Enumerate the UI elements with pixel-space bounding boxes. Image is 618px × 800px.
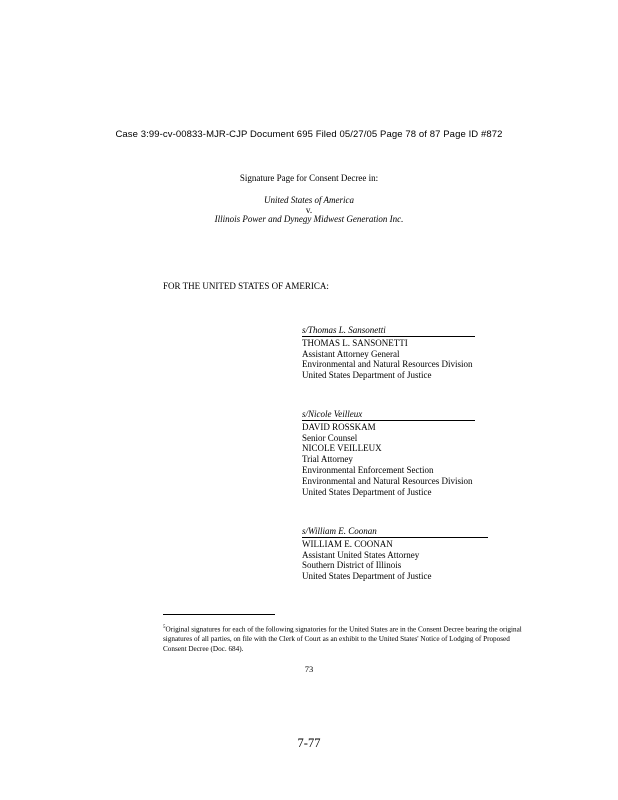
signature-line: s/Nicole Veilleux: [302, 409, 475, 421]
footnote-divider: [163, 614, 275, 615]
signature-block-sansonetti: [302, 325, 475, 381]
page-number: 73: [304, 664, 314, 674]
signer-title: Assistant Attorney General: [302, 348, 400, 359]
signer-name: NICOLE VEILLEUX: [302, 443, 382, 454]
signer-division: Environmental and Natural Resources Division: [302, 475, 473, 486]
case-party-plaintiff: United States of America: [263, 195, 355, 205]
signer-department: United States Department of Justice: [302, 486, 432, 497]
signer-district: Southern District of Illinois: [302, 560, 402, 571]
footnote-text: Original signatures for each of the following signatories for the United States are in the Consent Decree bearing the original signatures of all parties, on file with the Clerk of Court as an exhibit to the United States' Notice of Lodging of Proposed Consent Decree (Doc. 684).: [163, 625, 522, 654]
signer-title: Senior Counsel: [302, 432, 358, 443]
section-heading: FOR THE UNITED STATES OF AMERICA:: [163, 281, 329, 291]
signature-block-coonan: [302, 526, 488, 582]
case-header: Case 3:99-cv-00833-MJR-CJP Document 695 Filed 05/27/05 Page 78 of 87 Page ID #872: [115, 129, 503, 140]
signature-line: s/Thomas L. Sansonetti: [302, 325, 475, 337]
signer-name: DAVID ROSSKAM: [302, 421, 376, 432]
exhibit-page-label: 7-77: [297, 736, 321, 750]
footnote-marker: 5: [163, 625, 166, 630]
signer-division: Environmental and Natural Resources Division: [302, 359, 473, 370]
signer-title: Trial Attorney: [302, 454, 353, 465]
signer-section: Environmental Enforcement Section: [302, 464, 434, 475]
case-party-defendant: Illinois Power and Dynegy Midwest Generation Inc.: [214, 214, 404, 224]
signer-name: THOMAS L. SANSONETTI: [302, 337, 408, 348]
signer-department: United States Department of Justice: [302, 370, 432, 381]
case-versus: v.: [305, 205, 313, 215]
signature-block-veilleux: [302, 409, 475, 497]
signer-title: Assistant United States Attorney: [302, 549, 420, 560]
signature-line: s/William E. Coonan: [302, 526, 488, 538]
footnote: [163, 623, 523, 654]
signature-page-title: Signature Page for Consent Decree in:: [239, 173, 379, 183]
signer-department: United States Department of Justice: [302, 571, 432, 582]
signer-name: WILLIAM E. COONAN: [302, 538, 393, 549]
